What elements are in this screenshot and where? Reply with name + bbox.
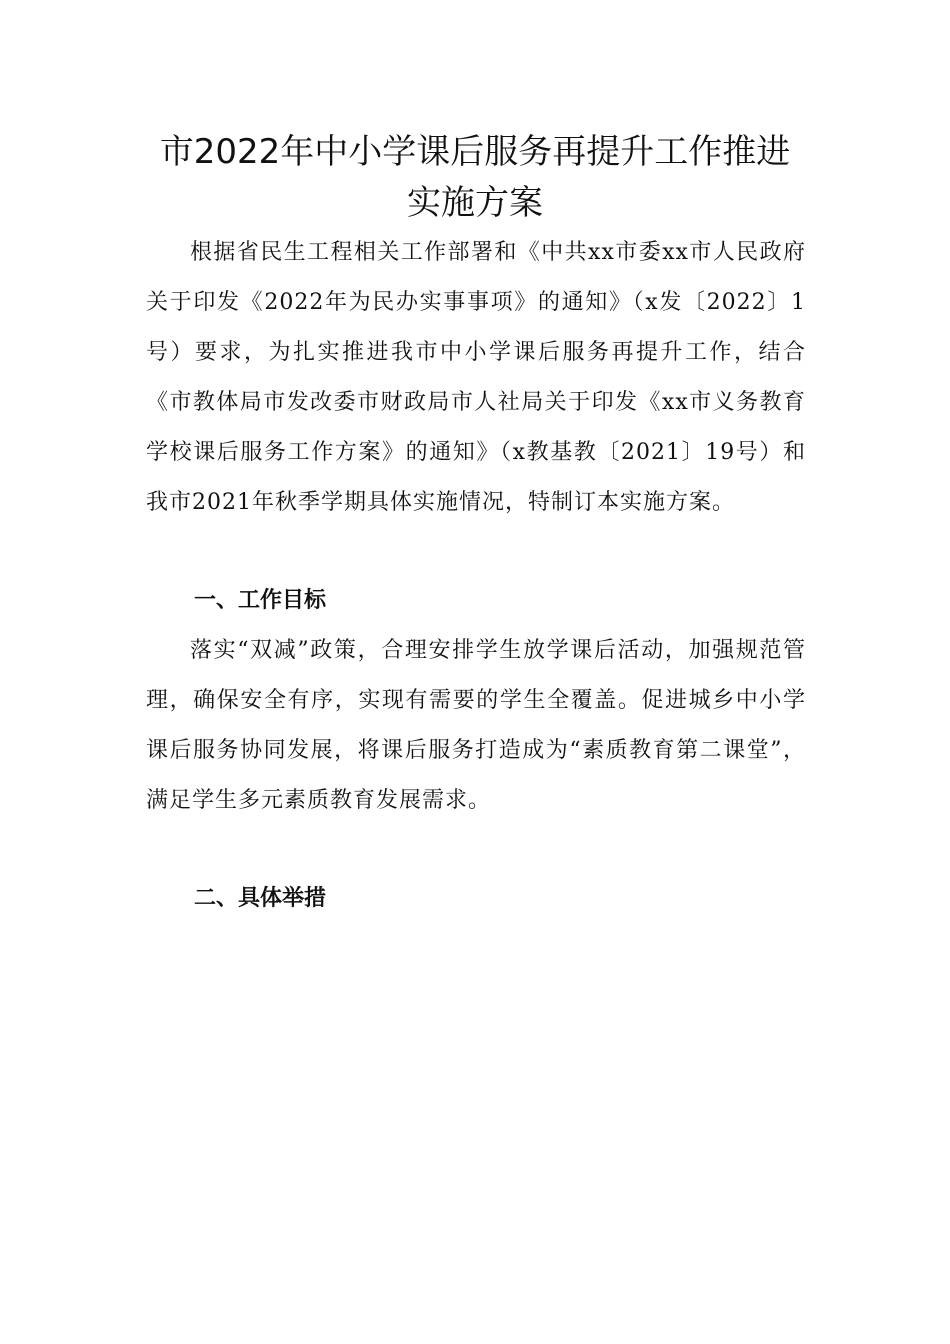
intro-paragraph: 根据省民生工程相关工作部署和《中共xx市委xx市人民政府关于印发《2022年为民办实事事项》的通知》（x发〔2022〕1号）要求，为扎实推进我市中小学课后服务再提升工作，结合《市教体局市发改委市财政局市人社局关于印发《xx市义务教育学校课后服务工作方案》的通知》（x教基教〔2021〕19号）和我市2021年秋季学期具体实施情况，特制订本实施方案。 [146, 240, 806, 515]
document-title-line-1: 市2022年中小学课后服务再提升工作推进 [159, 132, 791, 172]
document-title-line-2: 实施方案 [407, 183, 543, 223]
section-heading-work-goals: 一、工作目标 [194, 588, 327, 613]
section-heading-specific-measures: 二、具体举措 [194, 886, 327, 911]
work-goals-paragraph: 落实“双减”政策，合理安排学生放学课后活动，加强规范管理，确保安全有序，实现有需要的学生全覆盖。促进城乡中小学课后服务协同发展，将课后服务打造成为“素质教育第二课堂”，满足学生多元素质教育发展需求。 [146, 638, 806, 813]
